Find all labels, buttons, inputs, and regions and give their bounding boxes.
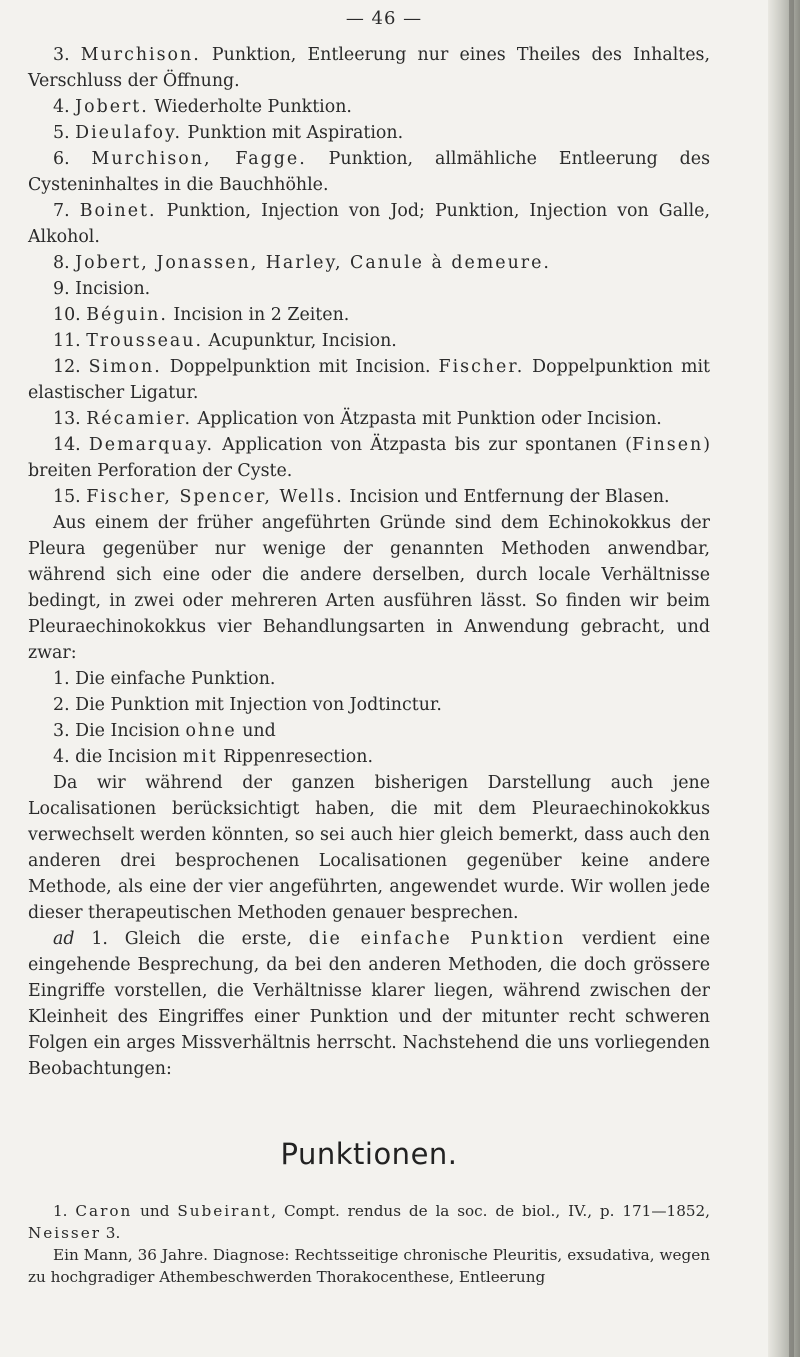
page-number: — 46 — <box>345 8 423 29</box>
author-name: Subeirant <box>177 1202 272 1220</box>
paragraph: Aus einem der früher angeführten Gründe sind dem Echinokokkus der Pleura gegenüber nur wenige der genannten Methoden anwendbar, während sich eine oder die andere derselben, durch locale Verhältnisse bedingt, in zwei oder mehreren Arten ausführen lässt. So finden wir beim Pleuraechinokokkus vier Behandlungsarten in Anwendung gebracht, und zwar: <box>28 513 710 663</box>
body-text <box>28 42 710 1288</box>
case-description: Ein Mann, 36 Jahre. Diagnose: Rechtsseitige chronische Pleuritis, exsudativa, wegen zu hochgradiger Athembeschwerden Thorakocenthese, Entleerung <box>28 1246 710 1286</box>
author-name: Neisser <box>28 1224 101 1242</box>
author-name: Murchison. <box>80 45 201 65</box>
author-name: Fischer, Spencer, Wells. <box>86 487 344 507</box>
author-name: Boinet. <box>79 201 157 221</box>
list-item: 10. Béguin. Incision in 2 Zeiten. <box>53 305 350 325</box>
list-item: 15. Fischer, Spencer, Wells. Incision und Entfernung der Blasen. <box>53 487 670 507</box>
author-name: Murchison, Fagge. <box>91 149 307 169</box>
author-name: Fischer. <box>438 357 525 377</box>
author-name: Béguin. <box>86 305 168 325</box>
method-item: 2. Die Punktion mit Injection von Jodtinctur. <box>53 695 442 715</box>
book-binding-edge <box>768 0 800 1357</box>
author-name: Récamier. <box>86 409 192 429</box>
author-name: Finsen <box>631 435 704 455</box>
author-name: Demarquay. <box>88 435 214 455</box>
list-item: 8. Jobert, Jonassen, Harley, Canule à demeure. <box>53 253 551 273</box>
method-item: 4. die Incision mit Rippenresection. <box>53 747 374 767</box>
paragraph: Da wir während der ganzen bisherigen Darstellung auch jene Localisationen berücksichtigt haben, die mit dem Pleuraechinokokkus verwechselt werden könnten, so sei auch hier gleich bemerkt, dass auch den anderen drei besprochenen Localisationen gegenüber keine andere Methode, als eine der vier angeführten, angewendet wurde. Wir wollen jede dieser therapeutischen Methoden genauer besprechen. <box>28 773 710 923</box>
author-name: Trousseau. <box>86 331 204 351</box>
author-name: Caron <box>75 1202 133 1220</box>
list-item: 12. Simon. Doppelpunktion mit Incision. Fischer. Doppelpunktion mit elastischer Ligatur. <box>28 357 710 403</box>
method-item: 1. Die einfache Punktion. <box>53 669 276 689</box>
author-name: Dieulafoy. <box>75 123 183 143</box>
list-item: 14. Demarquay. Application von Ätzpasta bis zur spontanen (Finsen) breiten Perforation der Cyste. <box>28 435 710 481</box>
list-item: 5. Dieulafoy. Punktion mit Aspiration. <box>53 123 404 143</box>
list-item: 3. Murchison. Punktion, Entleerung nur eines Theiles des Inhaltes, Verschluss der Öffnung. <box>28 45 710 91</box>
list-item: 11. Trousseau. Acupunktur, Incision. <box>53 331 397 351</box>
list-item: 4. Jobert. Wiederholte Punktion. <box>53 97 352 117</box>
method-item: 3. Die Incision ohne und <box>53 721 276 741</box>
section-heading: Punktionen. <box>280 1137 458 1171</box>
author-name: Jobert. <box>75 97 149 117</box>
author-name: Jobert, Jonassen, Harley, Canule à demeure. <box>75 253 551 273</box>
case-reference: 1. Caron und Subeirant, Compt. rendus de la soc. de biol., IV., p. 171—1852, Neisser 3. <box>28 1202 711 1242</box>
paragraph: ad 1. Gleich die erste, die einfache Punktion verdient eine eingehende Besprechung, da bei den anderen Methoden, die doch grössere Eingriffe vorstellen, die Verhältnisse klarer liegen, während zwischen der Kleinheit des Eingriffes einer Punktion und der mitunter recht schweren Folgen ein arges Missverhältnis herrscht. Nachstehend die uns vorliegenden Beobachtungen: <box>28 929 710 1079</box>
list-item: 9. Incision. <box>53 279 151 299</box>
list-item: 13. Récamier. Application von Ätzpasta mit Punktion oder Incision. <box>53 409 662 429</box>
list-item: 6. Murchison, Fagge. Punktion, allmähliche Entleerung des Cysteninhaltes in die Bauchhöhle. <box>28 149 710 195</box>
list-item: 7. Boinet. Punktion, Injection von Jod; Punktion, Injection von Galle, Alkohol. <box>28 201 711 247</box>
author-name: Simon. <box>88 357 162 377</box>
